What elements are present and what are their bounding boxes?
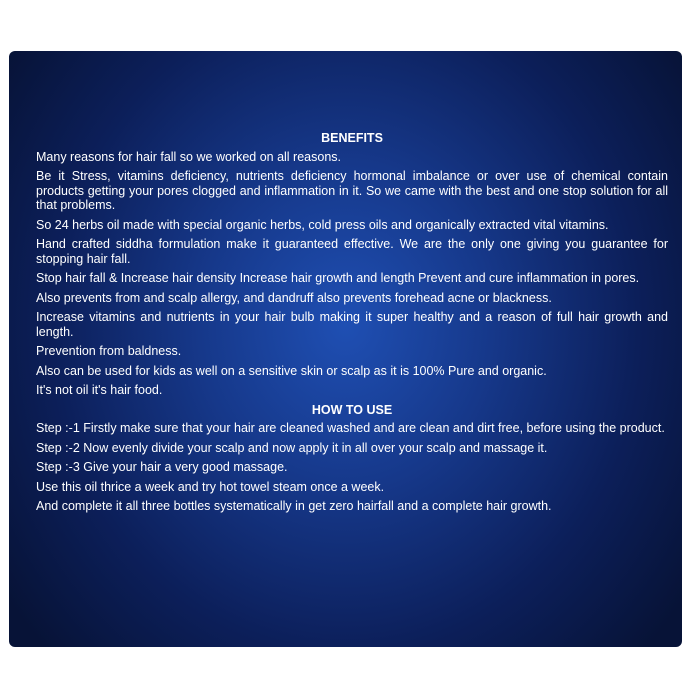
benefit-paragraph: Also prevents from and scalp allergy, and dandruff also prevents forehead acne or blackness. [36,290,552,305]
usage-step: Use this oil thrice a week and try hot towel steam once a week. [36,479,385,494]
usage-step: Step :-2 Now evenly divide your scalp and now apply it in all over your scalp and massage it. [36,440,548,455]
benefit-paragraph: Increase vitamins and nutrients in your hair bulb making it super healthy and a reason of full hair growth and length. [36,310,668,339]
benefit-paragraph: Be it Stress, vitamins deficiency, nutrients deficiency hormonal imbalance or over use of chemical contain products getting your pores clogged and inflammation in it. So we came with the best and one stop solution for all that problems. [36,169,668,212]
usage-step: Step :-3 Give your hair a very good massage. [36,460,288,474]
benefits-heading: BENEFITS [321,131,383,145]
panel-content [36,131,668,519]
how-to-use-heading: HOW TO USE [311,402,393,417]
benefit-paragraph: It's not oil it's hair food. [36,383,163,397]
benefits-list [36,150,668,398]
benefit-paragraph: Prevention from baldness. [36,344,182,358]
benefit-paragraph: Many reasons for hair fall so we worked on all reasons. [36,149,342,164]
benefit-paragraph: Hand crafted siddha formulation make it guaranteed effective. We are the only one giving you guarantee for stopping hair fall. [36,237,668,266]
benefit-paragraph: Stop hair fall & Increase hair density Increase hair growth and length Prevent and cure inflammation in pores. [36,271,640,285]
how-to-use-list [36,421,668,514]
benefit-paragraph: So 24 herbs oil made with special organic herbs, cold press oils and organically extracted vital vitamins. [36,217,609,232]
info-panel [9,51,682,647]
usage-step: Step :-1 Firstly make sure that your hair are cleaned washed and are clean and dirt free, before using the product. [36,421,665,435]
benefit-paragraph: Also can be used for kids as well on a sensitive skin or scalp as it is 100% Pure and organic. [36,363,547,378]
usage-step: And complete it all three bottles systematically in get zero hairfall and a complete hair growth. [36,499,552,513]
